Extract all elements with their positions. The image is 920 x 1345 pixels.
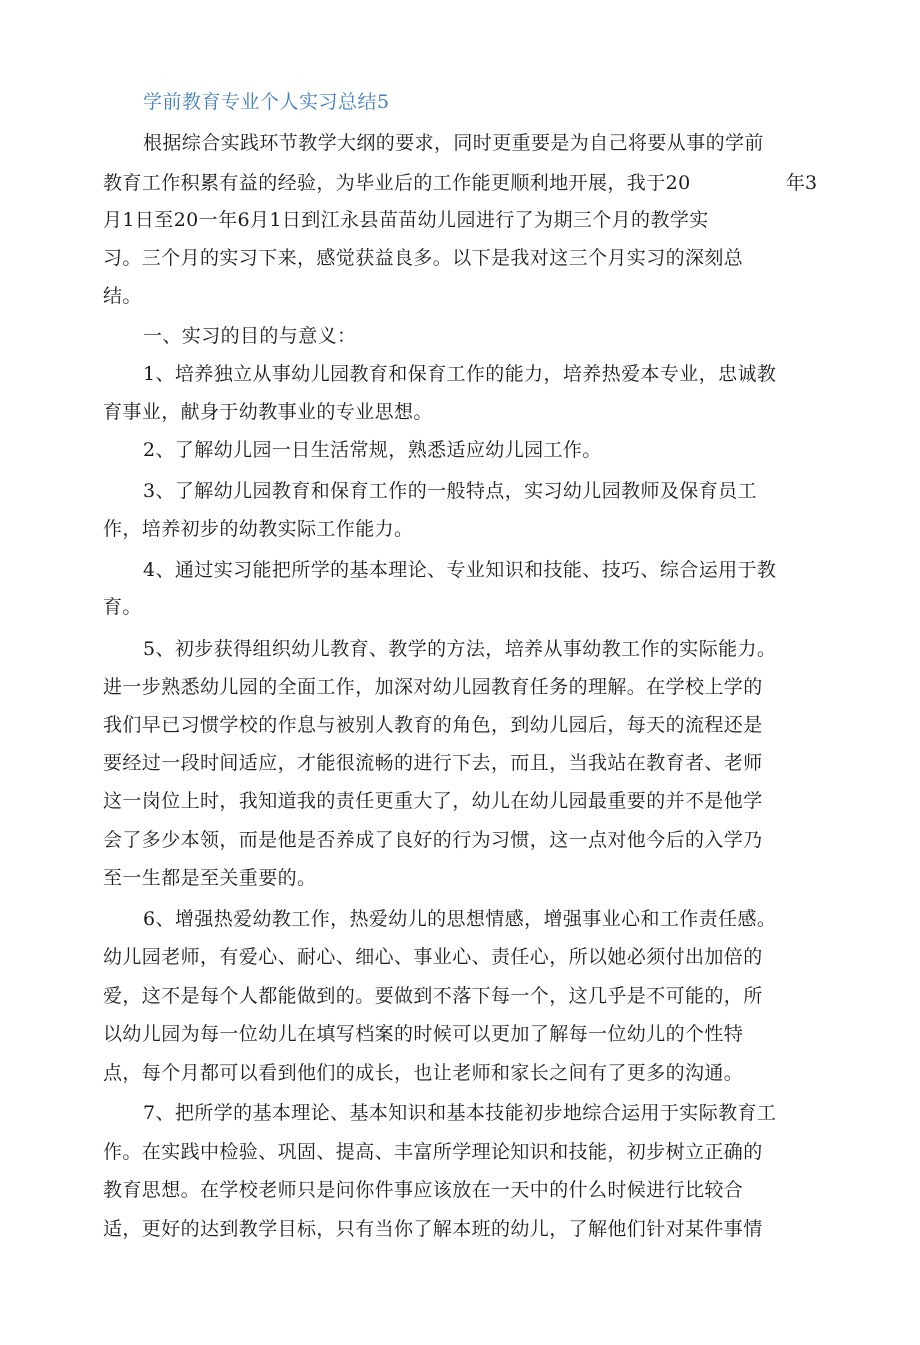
paragraph-line: 适，更好的达到教学目标，只有当你了解本班的幼儿，了解他们针对某件事情 bbox=[103, 1218, 763, 1240]
paragraph-line: 至一生都是至关重要的。 bbox=[103, 867, 317, 889]
section-heading: 一、实习的目的与意义： bbox=[143, 325, 357, 347]
paragraph-line: 以幼儿园为每一位幼儿在填写档案的时候可以更加了解每一位幼儿的个性特 bbox=[103, 1023, 744, 1045]
paragraph-line: 爱，这不是每个人都能做到的。要做到不落下每一个，这几乎是不可能的，所 bbox=[103, 985, 763, 1007]
paragraph-line: 3、了解幼儿园教育和保育工作的一般特点，实习幼儿园教师及保育员工 bbox=[143, 480, 757, 502]
paragraph-line: 教育工作积累有益的经验，为毕业后的工作能更顺利地开展，我于20 bbox=[103, 172, 691, 194]
paragraph-line: 育。 bbox=[103, 596, 142, 618]
paragraph-line: 6、增强热爱幼教工作，热爱幼儿的思想情感，增强事业心和工作责任感。 bbox=[143, 908, 777, 930]
paragraph-line: 我们早已习惯学校的作息与被别人教育的角色，到幼儿园后，每天的流程还是 bbox=[103, 714, 763, 736]
paragraph-line: 进一步熟悉幼儿园的全面工作，加深对幼儿园教育任务的理解。在学校上学的 bbox=[103, 676, 763, 698]
paragraph-line: 作。在实践中检验、巩固、提高、丰富所学理论知识和技能，初步树立正确的 bbox=[103, 1141, 763, 1163]
paragraph-line: 要经过一段时间适应，才能很流畅的进行下去，而且，当我站在教育者、老师 bbox=[103, 752, 763, 774]
paragraph-line: 点，每个月都可以看到他们的成长，也让老师和家长之间有了更多的沟通。 bbox=[103, 1062, 744, 1084]
paragraph-line: 1、培养独立从事幼儿园教育和保育工作的能力，培养热爱本专业，忠诚教 bbox=[143, 363, 777, 385]
paragraph-line: 作，培养初步的幼教实际工作能力。 bbox=[103, 518, 414, 540]
paragraph-line: 结。 bbox=[103, 285, 142, 307]
paragraph-line: 5、初步获得组织幼儿教育、教学的方法，培养从事幼教工作的实际能力。 bbox=[143, 638, 777, 660]
paragraph-line: 月1日至20一年6月1日到江永县苗苗幼儿园进行了为期三个月的教学实 bbox=[103, 209, 709, 231]
paragraph-line: 会了多少本领，而是他是否养成了良好的行为习惯，这一点对他今后的入学乃 bbox=[103, 829, 763, 851]
paragraph-line: 这一岗位上时，我知道我的责任更重大了，幼儿在幼儿园最重要的并不是他学 bbox=[103, 790, 763, 812]
paragraph-line: 育事业，献身于幼教事业的专业思想。 bbox=[103, 401, 433, 423]
paragraph-line: 教育思想。在学校老师只是问你件事应该放在一天中的什么时候进行比较合 bbox=[103, 1179, 744, 1201]
paragraph-line: 习。三个月的实习下来，感觉获益良多。以下是我对这三个月实习的深刻总 bbox=[103, 247, 744, 269]
paragraph-line-fragment: 年3 bbox=[786, 172, 818, 194]
paragraph-line: 幼儿园老师，有爱心、耐心、细心、事业心、责任心，所以她必须付出加倍的 bbox=[103, 946, 763, 968]
paragraph-line: 4、通过实习能把所学的基本理论、专业知识和技能、技巧、综合运用于教 bbox=[143, 559, 777, 581]
paragraph-line: 7、把所学的基本理论、基本知识和基本技能初步地综合运用于实际教育工 bbox=[143, 1102, 777, 1124]
paragraph-line: 根据综合实践环节教学大纲的要求，同时更重要是为自己将要从事的学前 bbox=[143, 132, 764, 154]
document-title: 学前教育专业个人实习总结5 bbox=[143, 91, 390, 113]
paragraph-line: 2、了解幼儿园一日生活常规，熟悉适应幼儿园工作。 bbox=[143, 439, 602, 461]
